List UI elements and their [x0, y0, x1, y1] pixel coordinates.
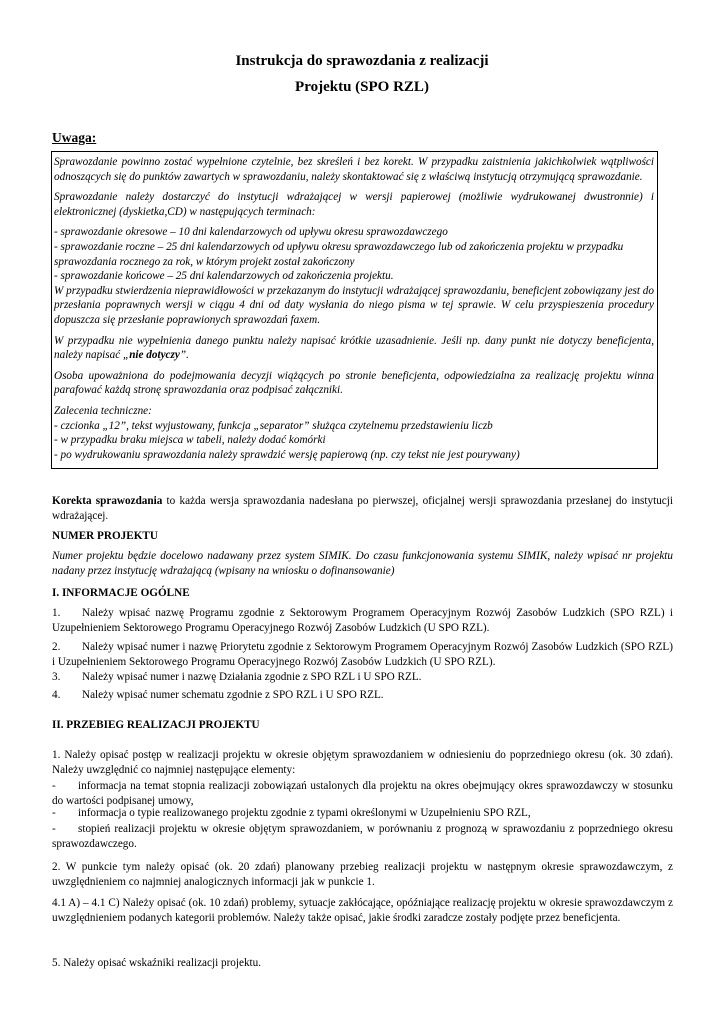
- bullet-text: stopień realizacji projektu w okresie objętym sprawozdaniem, w porównaniu z prognozą w sprawozdaniu z poprzedniego okresu sprawozdawczego.: [52, 823, 673, 850]
- bullet-text: informacja na temat stopnia realizacji zobowiązań ustalonych dla projektu na okres obejmujący okres sprawozdawczy w stosunku do wartości podpisanej umowy,: [52, 780, 673, 807]
- bullet-text: informacja o typie realizowanego projektu zgodnie z typami określonymi w Uzupełnieniu SPO RZL,: [78, 807, 531, 819]
- note-heading: Uwaga:: [52, 130, 97, 145]
- deadline-line: - sprawozdanie końcowe – 25 dni kalendarzowych od zakończenia projektu.: [54, 270, 394, 283]
- section2-heading: II. PRZEBIEG REALIZACJI PROJEKTU: [52, 719, 260, 731]
- section2-bullet-2: [52, 806, 673, 821]
- note-paragraph-4-end: ”.: [179, 349, 189, 362]
- deadline-line: - sprawozdanie okresowe – 10 dni kalendarzowych od upływu okresu sprawozdawczego: [54, 226, 448, 239]
- section1-item-4: [52, 688, 673, 703]
- bullet-dash: -: [52, 823, 56, 835]
- item-number: 3.: [52, 671, 61, 683]
- project-number-heading: NUMER PROJEKTU: [52, 530, 158, 542]
- section2-paragraph-2: 2. W punkcie tym należy opisać (ok. 20 zdań) planowany przebieg realizacji projektu w następnym okresie sprawozdawczym, z uwzględnieniem co najmniej analogicznych informacji jak w punkcie 1.: [52, 861, 673, 888]
- item-text: Należy wpisać numer i nazwę Priorytetu zgodnie z Sektorowym Programem Operacyjnym Rozwój Zasobów Ludzkich (SPO RZL) i Uzupełnieniem Sektorowego Programu Operacyjnego Rozwój Zasobów Ludzkich (U SPO RZL).: [52, 641, 673, 668]
- bullet-dash: -: [52, 807, 56, 819]
- item-text: Należy wpisać numer i nazwę Działania zgodnie z SPO RZL i U SPO RZL.: [82, 671, 422, 683]
- note-paragraph-4: [54, 334, 654, 363]
- section1-item-2: [52, 640, 673, 670]
- not-applicable-phrase: nie dotyczy: [129, 349, 180, 362]
- section2-paragraph-4: 5. Należy opisać wskaźniki realizacji projektu.: [52, 957, 262, 969]
- item-number: 4.: [52, 689, 61, 701]
- bullet-dash: -: [52, 780, 56, 792]
- document-title-line2: Projektu (SPO RZL): [295, 79, 429, 95]
- item-text: Należy wpisać nazwę Programu zgodnie z Sektorowym Programem Operacyjnym Rozwój Zasobów Ludzkich (SPO RZL) i Uzupełnieniem Sektorowego Programu Operacyjnego Rozwój Zasobów Ludzkich (U SPO RZL).: [52, 607, 673, 634]
- tech-line: - czcionka „12”, tekst wyjustowany, funkcja „separator” służąca czytelnemu przedstawieniu liczb: [54, 419, 493, 432]
- section2-bullet-3: [52, 822, 673, 852]
- deadline-line: sprawozdania rocznego za rok, w którym projekt został zakończony: [54, 255, 355, 268]
- item-number: 2.: [52, 641, 61, 653]
- note-paragraph-4-text: W przypadku nie wypełnienia danego punktu należy napisać krótkie uzasadnienie. Jeśli np. dany punkt nie dotyczy beneficjenta, należy napisać „: [54, 334, 654, 362]
- item-number: 1.: [52, 607, 61, 619]
- item-text: Należy wpisać numer schematu zgodnie z SPO RZL i U SPO RZL.: [82, 689, 384, 701]
- document-title-line1: Instrukcja do sprawozdania z realizacji: [235, 53, 489, 69]
- correction-term: Korekta sprawozdania: [52, 495, 163, 507]
- tech-line: - w przypadku braku miejsca w tabeli, należy dodać komórki: [54, 434, 326, 447]
- correction-text: to każda wersja sprawozdania nadesłana po pierwszej, oficjalnej wersji sprawozdania przesłanej do instytucji wdrażającej.: [52, 495, 673, 522]
- tech-line: - po wydrukowaniu sprawozdania należy sprawdzić wersję papierową (np. czy tekst nie jest pourywany): [54, 448, 520, 461]
- note-paragraph-5: Osoba upoważniona do podejmowania decyzji wiążących po stronie beneficjenta, odpowiedzialna za realizację projektu winna parafować każdą stronę sprawozdania oraz podpisać załączniki.: [54, 369, 654, 397]
- section1-item-1: [52, 606, 673, 636]
- section2-paragraph-3: 4.1 A) – 4.1 C) Należy opisać (ok. 10 zdań) problemy, sytuacje zakłócające, opóźniające realizację projektu w okresie sprawozdawczym z uwzględnieniem podanych kategorii problemów. Należy także opisać, jakie środki zaradcze zostały podjęte przez beneficjenta.: [52, 897, 673, 924]
- section2-paragraph-1: 1. Należy opisać postęp w realizacji projektu w okresie objętym sprawozdaniem w odniesieniu do poprzedniego okresu (ok. 30 zdań). Należy uwzględnić co najmniej następujące elementy:: [52, 749, 673, 776]
- note-paragraph-3: W przypadku stwierdzenia nieprawidłowości w przekazanym do instytucji wdrażającej sprawozdaniu, beneficjent zobowiązany jest do przesłania poprawnych wersji w ciągu 4 dni od daty wysłania do niego pisma w tej sprawie. W celu przyspieszenia procedury dopuszcza się przesłanie poprawionych sprawozdań faxem.: [54, 284, 654, 326]
- technical-recommendations: [54, 404, 657, 462]
- note-paragraph-2: Sprawozdanie należy dostarczyć do instytucji wdrażającej w wersji papierowej (możliwie wydrukowanej dwustronnie) i elektronicznej (dyskietka,CD) w następujących terminach:: [54, 191, 654, 218]
- note-box: [51, 151, 658, 469]
- note-paragraph-1: Sprawozdanie powinno zostać wypełnione czytelnie, bez skreśleń i bez korekt. W przypadku zaistnienia jakichkolwiek wątpliwości odnoszących się do punktów zawartych w sprawozdaniu, należy skontaktować się z właściwą instytucją otrzymującą sprawozdanie.: [54, 156, 654, 183]
- correction-definition: [52, 494, 673, 524]
- note-deadlines: [54, 225, 657, 283]
- tech-line: Zalecenia techniczne:: [54, 404, 152, 417]
- section1-heading: I. INFORMACJE OGÓLNE: [52, 587, 190, 599]
- section2-bullet-1: [52, 779, 673, 809]
- section1-item-3: [52, 670, 673, 685]
- project-number-text: Numer projektu będzie docelowo nadawany przez system SIMIK. Do czasu funkcjonowania systemu SIMIK, należy wpisać nr projektu nadany przez instytucję wdrażającą (wpisany na wniosku o dofinansowanie): [52, 550, 673, 577]
- deadline-line: - sprawozdanie roczne – 25 dni kalendarzowych od upływu okresu sprawozdawczego lub od zakończenia projektu w przypadku: [54, 240, 624, 253]
